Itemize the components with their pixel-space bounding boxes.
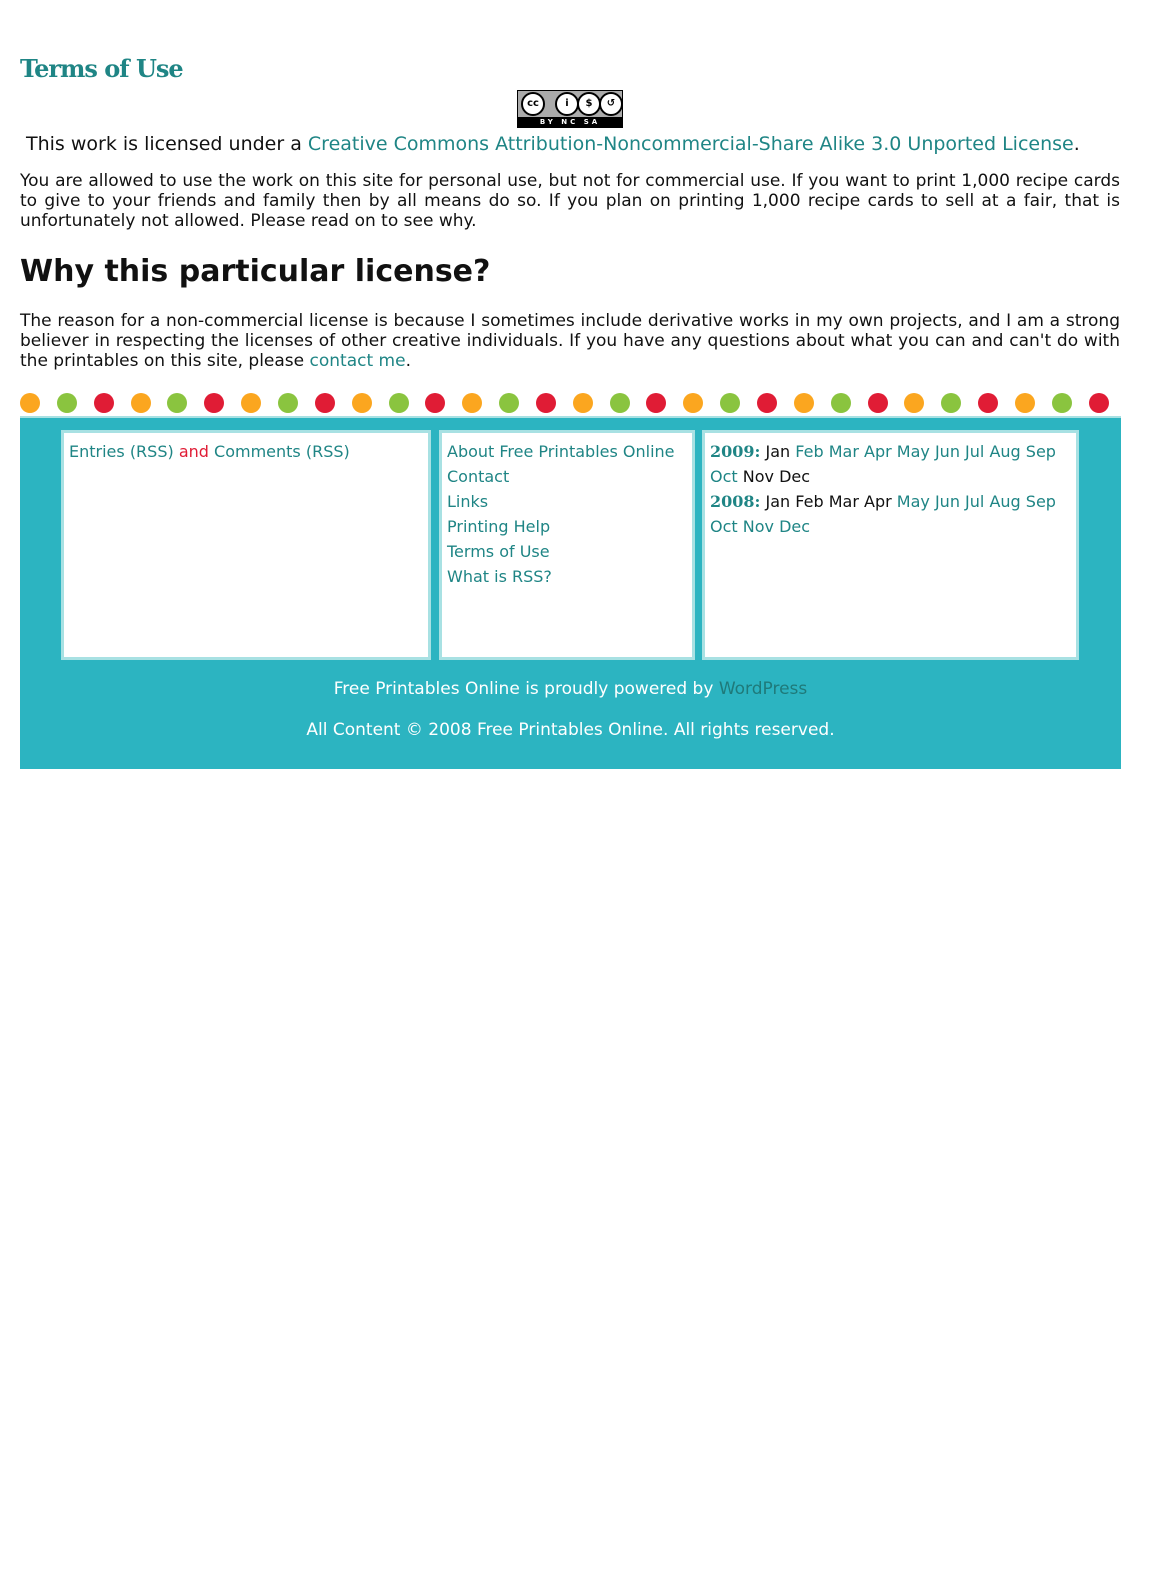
archive-month-feb: Feb bbox=[795, 492, 824, 511]
license-suffix: . bbox=[1073, 133, 1080, 155]
archive-month-may[interactable]: May bbox=[896, 492, 930, 511]
archive-month-jan: Jan bbox=[765, 442, 791, 461]
comments-rss-link[interactable]: Comments (RSS) bbox=[214, 442, 350, 461]
archive-month-apr[interactable]: Apr bbox=[864, 442, 892, 461]
decorative-dot bbox=[20, 393, 40, 413]
decorative-dot bbox=[499, 393, 519, 413]
cc-badge-labels: BY NC SA bbox=[518, 117, 622, 127]
decorative-dot bbox=[904, 393, 924, 413]
noncommercial-icon: $ bbox=[577, 92, 601, 116]
feeds-box bbox=[61, 430, 431, 660]
archive-row bbox=[710, 514, 1071, 539]
feeds-and-text: and bbox=[178, 442, 209, 461]
decorative-dot bbox=[1089, 393, 1109, 413]
decorative-dot bbox=[683, 393, 703, 413]
archive-month-aug[interactable]: Aug bbox=[989, 442, 1021, 461]
archive-month-apr: Apr bbox=[864, 492, 892, 511]
decorative-dot bbox=[573, 393, 593, 413]
page-link-links[interactable]: Links bbox=[447, 492, 489, 511]
decorative-dot bbox=[315, 393, 335, 413]
page-link-what-is-rss[interactable]: What is RSS? bbox=[447, 567, 552, 586]
creative-commons-badge[interactable] bbox=[517, 90, 623, 128]
license-prefix: This work is licensed under a bbox=[26, 133, 302, 155]
section-heading: Why this particular license? bbox=[20, 254, 491, 289]
decorative-dot-border bbox=[20, 392, 1121, 414]
decorative-dot bbox=[978, 393, 998, 413]
decorative-dot bbox=[389, 393, 409, 413]
decorative-dot bbox=[868, 393, 888, 413]
archive-month-oct[interactable]: Oct bbox=[710, 467, 738, 486]
decorative-dot bbox=[94, 393, 114, 413]
archive-month-jun[interactable]: Jun bbox=[934, 492, 960, 511]
archive-month-jul[interactable]: Jul bbox=[965, 442, 985, 461]
archive-month-mar: Mar bbox=[828, 492, 859, 511]
reason-text: The reason for a non-commercial license is because I sometimes include derivative works in my own projects, and I am a strong believer in respecting the licenses of other creative individuals. If you have any questions about what you can and can't do with the printables on this site, please bbox=[20, 311, 1120, 371]
decorative-dot bbox=[757, 393, 777, 413]
page-link-printing-help[interactable]: Printing Help bbox=[447, 517, 551, 536]
archive-month-sep[interactable]: Sep bbox=[1025, 492, 1056, 511]
archive-month-dec[interactable]: Dec bbox=[779, 517, 811, 536]
archive-month-jan: Jan bbox=[765, 492, 791, 511]
archive-month-aug[interactable]: Aug bbox=[989, 492, 1021, 511]
license-statement bbox=[26, 132, 1136, 156]
archive-year: 2009: bbox=[710, 442, 761, 461]
archive-month-mar[interactable]: Mar bbox=[828, 442, 859, 461]
archive-month-nov[interactable]: Nov bbox=[742, 517, 774, 536]
decorative-dot bbox=[425, 393, 445, 413]
archives-box bbox=[702, 430, 1079, 660]
pages-box bbox=[439, 430, 695, 660]
page-link-terms-of-use[interactable]: Terms of Use bbox=[447, 542, 550, 561]
reason-paragraph bbox=[20, 311, 1120, 371]
decorative-dot bbox=[831, 393, 851, 413]
archive-month-jul[interactable]: Jul bbox=[965, 492, 985, 511]
archive-month-jun[interactable]: Jun bbox=[934, 442, 960, 461]
archive-month-feb[interactable]: Feb bbox=[795, 442, 824, 461]
decorative-dot bbox=[1052, 393, 1072, 413]
wordpress-link[interactable]: WordPress bbox=[718, 679, 808, 699]
decorative-dot bbox=[1015, 393, 1035, 413]
decorative-dot bbox=[462, 393, 482, 413]
decorative-dot bbox=[57, 393, 77, 413]
archive-month-oct[interactable]: Oct bbox=[710, 517, 738, 536]
pages-list bbox=[447, 439, 687, 589]
decorative-dot bbox=[278, 393, 298, 413]
decorative-dot bbox=[131, 393, 151, 413]
decorative-dot bbox=[352, 393, 372, 413]
cc-badge-top bbox=[518, 91, 622, 117]
footer bbox=[20, 418, 1121, 769]
archive-month-may[interactable]: May bbox=[896, 442, 930, 461]
decorative-dot bbox=[610, 393, 630, 413]
decorative-dot bbox=[204, 393, 224, 413]
decorative-dot bbox=[941, 393, 961, 413]
page-link-contact[interactable]: Contact bbox=[447, 467, 510, 486]
page-link-about[interactable]: About Free Printables Online bbox=[447, 442, 675, 461]
decorative-dot bbox=[536, 393, 556, 413]
decorative-dot bbox=[241, 393, 261, 413]
archive-month-sep[interactable]: Sep bbox=[1025, 442, 1056, 461]
entries-rss-link[interactable]: Entries (RSS) bbox=[69, 442, 174, 461]
intro-paragraph: You are allowed to use the work on this site for personal use, but not for commercial use. If you want to print 1,000 recipe cards to give to your friends and family then by all means do so. If you plan on printing 1,000 recipe cards to sell at a fair, that is unfortunately not allowed. Please read on to see why. bbox=[20, 171, 1120, 231]
cc-icon: cc bbox=[521, 92, 545, 116]
archive-row bbox=[710, 439, 1071, 464]
archive-row bbox=[710, 464, 1071, 489]
decorative-dot bbox=[646, 393, 666, 413]
decorative-dot bbox=[720, 393, 740, 413]
page-title: Terms of Use bbox=[20, 54, 183, 83]
powered-by-text: Free Printables Online is proudly powered by bbox=[333, 679, 714, 699]
powered-by bbox=[20, 678, 1121, 700]
attribution-icon: i bbox=[555, 92, 579, 116]
contact-me-link[interactable]: contact me bbox=[309, 351, 406, 371]
archive-row bbox=[710, 489, 1071, 514]
decorative-dot bbox=[794, 393, 814, 413]
share-alike-icon: ↺ bbox=[599, 92, 623, 116]
decorative-dot bbox=[167, 393, 187, 413]
archive-month-nov: Nov bbox=[742, 467, 774, 486]
archive-month-dec: Dec bbox=[779, 467, 811, 486]
copyright-text: All Content © 2008 Free Printables Online. All rights reserved. bbox=[306, 720, 835, 740]
reason-suffix: . bbox=[405, 351, 411, 371]
archive-year: 2008: bbox=[710, 492, 761, 511]
license-link[interactable]: Creative Commons Attribution-Noncommercial-Share Alike 3.0 Unported License bbox=[307, 133, 1074, 155]
